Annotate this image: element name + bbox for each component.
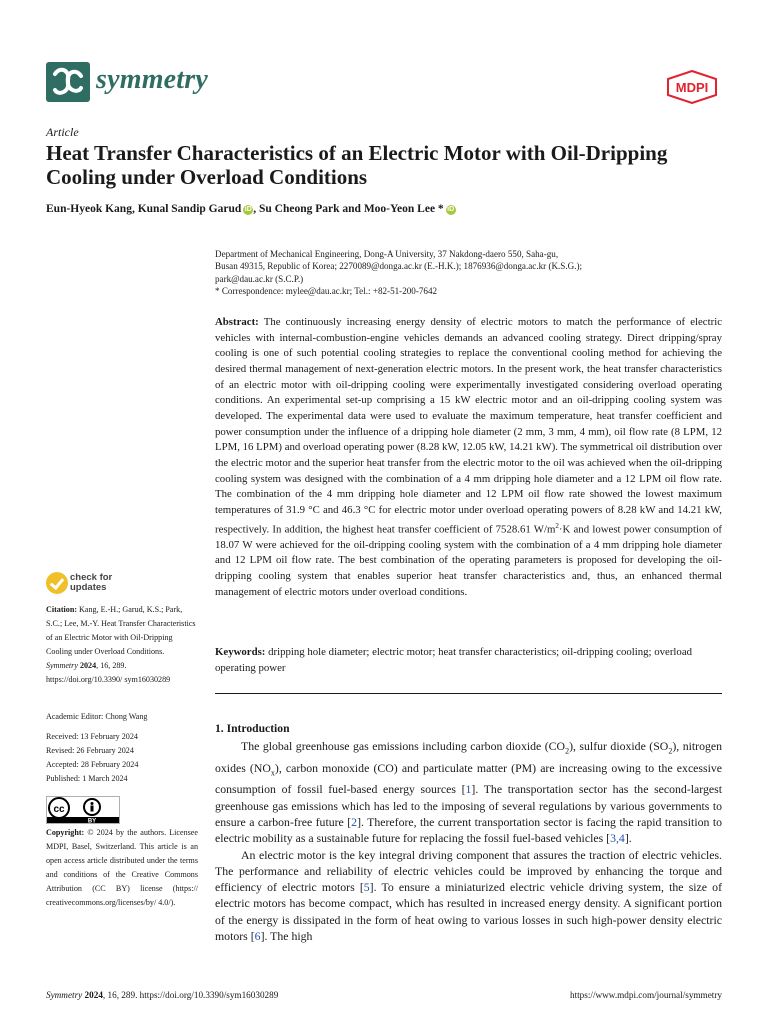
affiliation-line: Department of Mechanical Engineering, Dong-A University, 37 Nakdong-daero 550, Saha-gu, <box>215 249 559 259</box>
footer-citation: Symmetry 2024, 16, 289. https://doi.org/10.3390/sym16030289 <box>46 990 279 1000</box>
reference-link[interactable]: 2 <box>351 814 358 829</box>
affiliation <box>215 248 725 298</box>
check-for-updates-button[interactable] <box>46 572 126 600</box>
abstract-text: The continuously increasing energy density of electric motors to match the performance of electric vehicles with internal-combustion-engine vehicles demands an advanced cooling strategy. Direct dripping/spray cooling is one of such potential cooling strategies to replace the conventional cooling method for achieving the desired thermal management of next-generation electric motors. In the present work, the heat transfer characteristics of an electric motor with oil-dripping cooling were experimentally investigated considering overload operating conditions. An experimental set-up comprising a 15 kW electric motor and an oil-dripping cooling system was developed. The experimental data were used to evaluate the maximum temperature, heat transfer coefficient and power consumption under the influence of a dripping hole diameter (2 mm, 3 mm, 4 mm), oil flow rate (8 LPM, 12 LPM, 16 LPM) and overload operating power (8.28 kW, 12.05 kW, 14.21 kW). The symmetrical oil distribution over the electric motor and the superior heat transfer from the electric motor to the oil was achieved when the oil-dripping cooling system was designed with the combination of a 4 mm dripping hole diameter and a 12 LPM oil flow rate. The combination of the 4 mm dripping hole diameter and 12 LPM oil flow rate showed the lowest maximum temperatures of 31.9 °C and 46.3 °C for electric motor under overload operating powers of 8.28 kW and 14.21 kW, respectively. In addition, the highest heat transfer coefficient of 7528.61 W/m <box>215 316 722 536</box>
check-updates-icon <box>46 572 68 594</box>
page-footer <box>46 990 722 1000</box>
orcid-icon[interactable]: iD <box>447 206 455 213</box>
footer-journal-url[interactable]: https://www.mdpi.com/journal/symmetry <box>569 990 722 1000</box>
abstract-text: ·K and lowest power consumption of 18.07 W were achieved for the oil-dripping cooling system with the combination of a 4 mm dripping hole diameter and 12 LPM oil flow rate. The best combination of the operating parameters is proposed for developing the oil-dripping cooling system that enables superior heat transfer characteristics and, thus, an enhanced thermal management of electric motors under overload conditions. <box>215 523 722 598</box>
check-updates-line1: check for <box>70 572 113 583</box>
article-type: Article <box>46 125 79 139</box>
keywords <box>215 645 722 677</box>
date-accepted: Accepted: 28 February 2024 <box>46 759 139 769</box>
reference-link[interactable]: 5 <box>363 880 370 895</box>
keywords-label: Keywords: <box>215 646 266 658</box>
cc-by-license-icon[interactable] <box>46 796 120 824</box>
citation-doi[interactable]: , 16, 289. https://doi.org/10.3390/ sym16030289 <box>46 660 171 684</box>
affiliation-line: Busan 49315, Republic of Korea; 2270089@donga.ac.kr (E.-H.K.); 1876936@donga.ac.kr (K.S.G.); <box>215 261 583 272</box>
abstract <box>215 315 722 600</box>
license-badge-text: BY <box>87 818 97 824</box>
copyright-label: Copyright: <box>46 828 85 837</box>
copyright-text: © 2024 by the authors. Licensee MDPI, Basel, Switzerland. This article is an open access article distributed under the terms and conditions of the Creative Commons Attribution (CC BY) license (https:// creativecommons.org/licenses/by/ 4.0/). <box>46 828 198 907</box>
section-heading: 1. Introduction <box>215 722 290 735</box>
orcid-icon[interactable]: iD <box>244 206 252 213</box>
superscript: 2 <box>555 521 559 530</box>
article-title: Heat Transfer Characteristics of an Electric Motor with Oil-Dripping Cooling under Overload Conditions <box>46 141 668 189</box>
publication-dates <box>46 730 198 786</box>
citation-label: Citation: <box>46 605 78 614</box>
svg-text:cc: cc <box>53 804 65 815</box>
citation-journal: Symmetry <box>46 660 78 670</box>
reference-link[interactable]: 3,4 <box>610 831 625 846</box>
abstract-label: Abstract: <box>215 316 259 328</box>
journal-name: symmetry <box>96 64 209 95</box>
section-divider <box>215 693 722 694</box>
reference-link[interactable]: 6 <box>254 928 261 943</box>
citation <box>46 603 198 686</box>
symmetry-logo-icon <box>46 62 90 102</box>
paragraph: An electric motor is the key integral driving component that assures the traction of electric vehicles. The performance and reliability of electric vehicles could be improved by enhancing the torque and efficiency of electric motors [5]. To ensure a miniaturized electric vehicle driving system, the size of electric motors has become compact, which has resulted in increased energy density. A significant portion of the energy is dissipated in the form of heat owing to various losses in such high-power density electric motors [6]. The high <box>215 847 723 943</box>
correspondence: * Correspondence: mylee@dau.ac.kr; Tel.: +82-51-200-7642 <box>215 286 438 297</box>
mdpi-logo-icon <box>666 70 718 104</box>
citation-year: 2024 <box>77 660 97 670</box>
publisher-name: MDPI <box>675 80 709 95</box>
affiliation-line: park@dau.ac.kr (S.C.P.) <box>215 273 304 284</box>
introduction-body <box>215 738 722 944</box>
copyright <box>46 826 198 909</box>
paragraph: The global greenhouse gas emissions including carbon dioxide $(CO_2)$, sulfur dioxide $(SO_2)$, nitrogen oxides $(NO_x)$, carbon monoxide (CO) and particulate matter (PM) are increasing owing to the excessive consumption of fossil fuel-based energy sources [1]. The transportation sector has the second-largest greenhouse gas emissions which has led to the imposing of several regulations by various governments to ensure a carbon-free future [2]. Therefore, the current transportation sector is facing the rapid transition to electric mobility as a sustainable future for replacing the fossil fuel-based vehicles [3,4]. <box>215 739 723 846</box>
date-received: Received: 13 February 2024 <box>46 732 138 741</box>
reference-link[interactable]: 1 <box>465 782 472 797</box>
author-names-2: , Su Cheong Park and Moo-Yeon Lee * <box>253 203 444 215</box>
citation-text: Kang, E.-H.; Garud, K.S.; Park, S.C.; Lee, M.-Y. Heat Transfer Characteristics of an Electric Motor with Oil-Dripping Cooling under Overload Conditions. <box>46 605 196 656</box>
author-names-1: Eun-Hyeok Kang, Kunal Sandip Garud <box>46 203 242 215</box>
date-revised: Revised: 26 February 2024 <box>46 745 134 755</box>
keywords-text: dripping hole diameter; electric motor; heat transfer characteristics; oil-dripping cooling; overload operating power <box>215 646 693 674</box>
academic-editor: Academic Editor: Chong Wang <box>46 712 148 721</box>
author-list <box>46 203 726 215</box>
check-updates-line2: updates <box>70 582 107 593</box>
date-published: Published: 1 March 2024 <box>46 773 128 783</box>
